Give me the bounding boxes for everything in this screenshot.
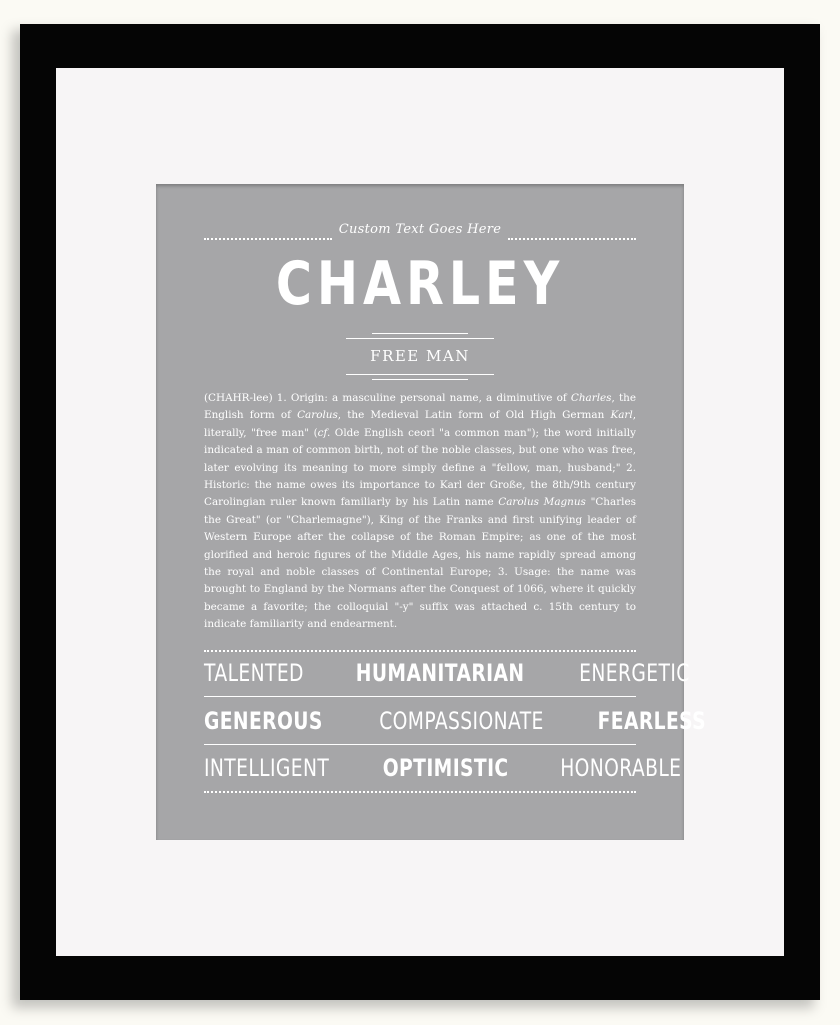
traits-dotted-rule-top bbox=[204, 650, 636, 652]
name-definition bbox=[204, 390, 636, 634]
trait-word: GENEROUS bbox=[204, 707, 323, 735]
definition-italic: Karl bbox=[610, 409, 633, 422]
custom-text: Custom Text Goes Here bbox=[338, 222, 502, 237]
definition-italic: Carolus Magnus bbox=[498, 496, 586, 509]
definition-italic: Charles bbox=[570, 392, 612, 404]
dotted-rule-right bbox=[508, 238, 636, 240]
traits-row-2 bbox=[204, 702, 707, 740]
meaning-rule-bottom-2 bbox=[372, 379, 468, 380]
trait-word: INTELLIGENT bbox=[204, 754, 330, 782]
trait-word: HONORABLE bbox=[560, 754, 682, 782]
trait-word: COMPASSIONATE bbox=[379, 707, 545, 735]
definition-text: , the English form of bbox=[204, 392, 636, 422]
meaning-rule-top-2 bbox=[346, 338, 494, 339]
definition-text: , the Medieval Latin form of Old High German bbox=[337, 409, 611, 422]
dotted-rule-left bbox=[204, 238, 332, 240]
trait-word: ENERGETIC bbox=[579, 659, 690, 687]
definition-italic: Carolus bbox=[297, 409, 338, 422]
traits-divider-1 bbox=[204, 696, 636, 697]
traits-row-3 bbox=[204, 749, 682, 787]
trait-word: HUMANITARIAN bbox=[355, 659, 525, 687]
name-meaning: FREE MAN bbox=[370, 347, 470, 365]
definition-text: , literally, "free man" ( bbox=[204, 409, 636, 439]
traits-divider-2 bbox=[204, 744, 636, 745]
name-title: CHARLEY bbox=[275, 249, 565, 319]
trait-word: TALENTED bbox=[204, 659, 304, 687]
definition-italic: cf. bbox=[317, 426, 331, 439]
traits-dotted-rule-bottom bbox=[204, 791, 636, 793]
name-print bbox=[156, 184, 707, 840]
definition-text: "Charles the Great" (or "Charlemagne"), King of the Franks and first unifying leader of Western Europe after the collapse of the Roman Empire; as one of the most glorified and heroic figures of the Middle Ages, his name rapidly spread among the royal and noble classes of Continental Europe; 3. Usage: the name was brought to England by the Normans after the Conquest of 1066, where it quickly became a favorite; the colloquial "-y" suffix was attached c. 15th century to indicate familiarity and endearment. bbox=[204, 496, 636, 631]
trait-word: OPTIMISTIC bbox=[382, 754, 509, 782]
meaning-rule-top-1 bbox=[372, 333, 468, 334]
meaning-rule-bottom-1 bbox=[346, 374, 494, 375]
trait-word: FEARLESS bbox=[597, 707, 707, 735]
definition-text: (CHAHR-lee) 1. Origin: a masculine personal name, a diminutive of bbox=[204, 392, 571, 404]
definition-text: Olde English ceorl "a common man"); the word initially indicated a man of common birth, not of the noble classes, but one who was free, later evolving its meaning to more simply define a "fellow, man, husband;" 2. Historic: the name owes its importance to Karl der Große, the 8th/9th century Carolingian ruler known familiarly by his Latin name bbox=[204, 426, 636, 509]
traits-row-1 bbox=[204, 654, 690, 692]
